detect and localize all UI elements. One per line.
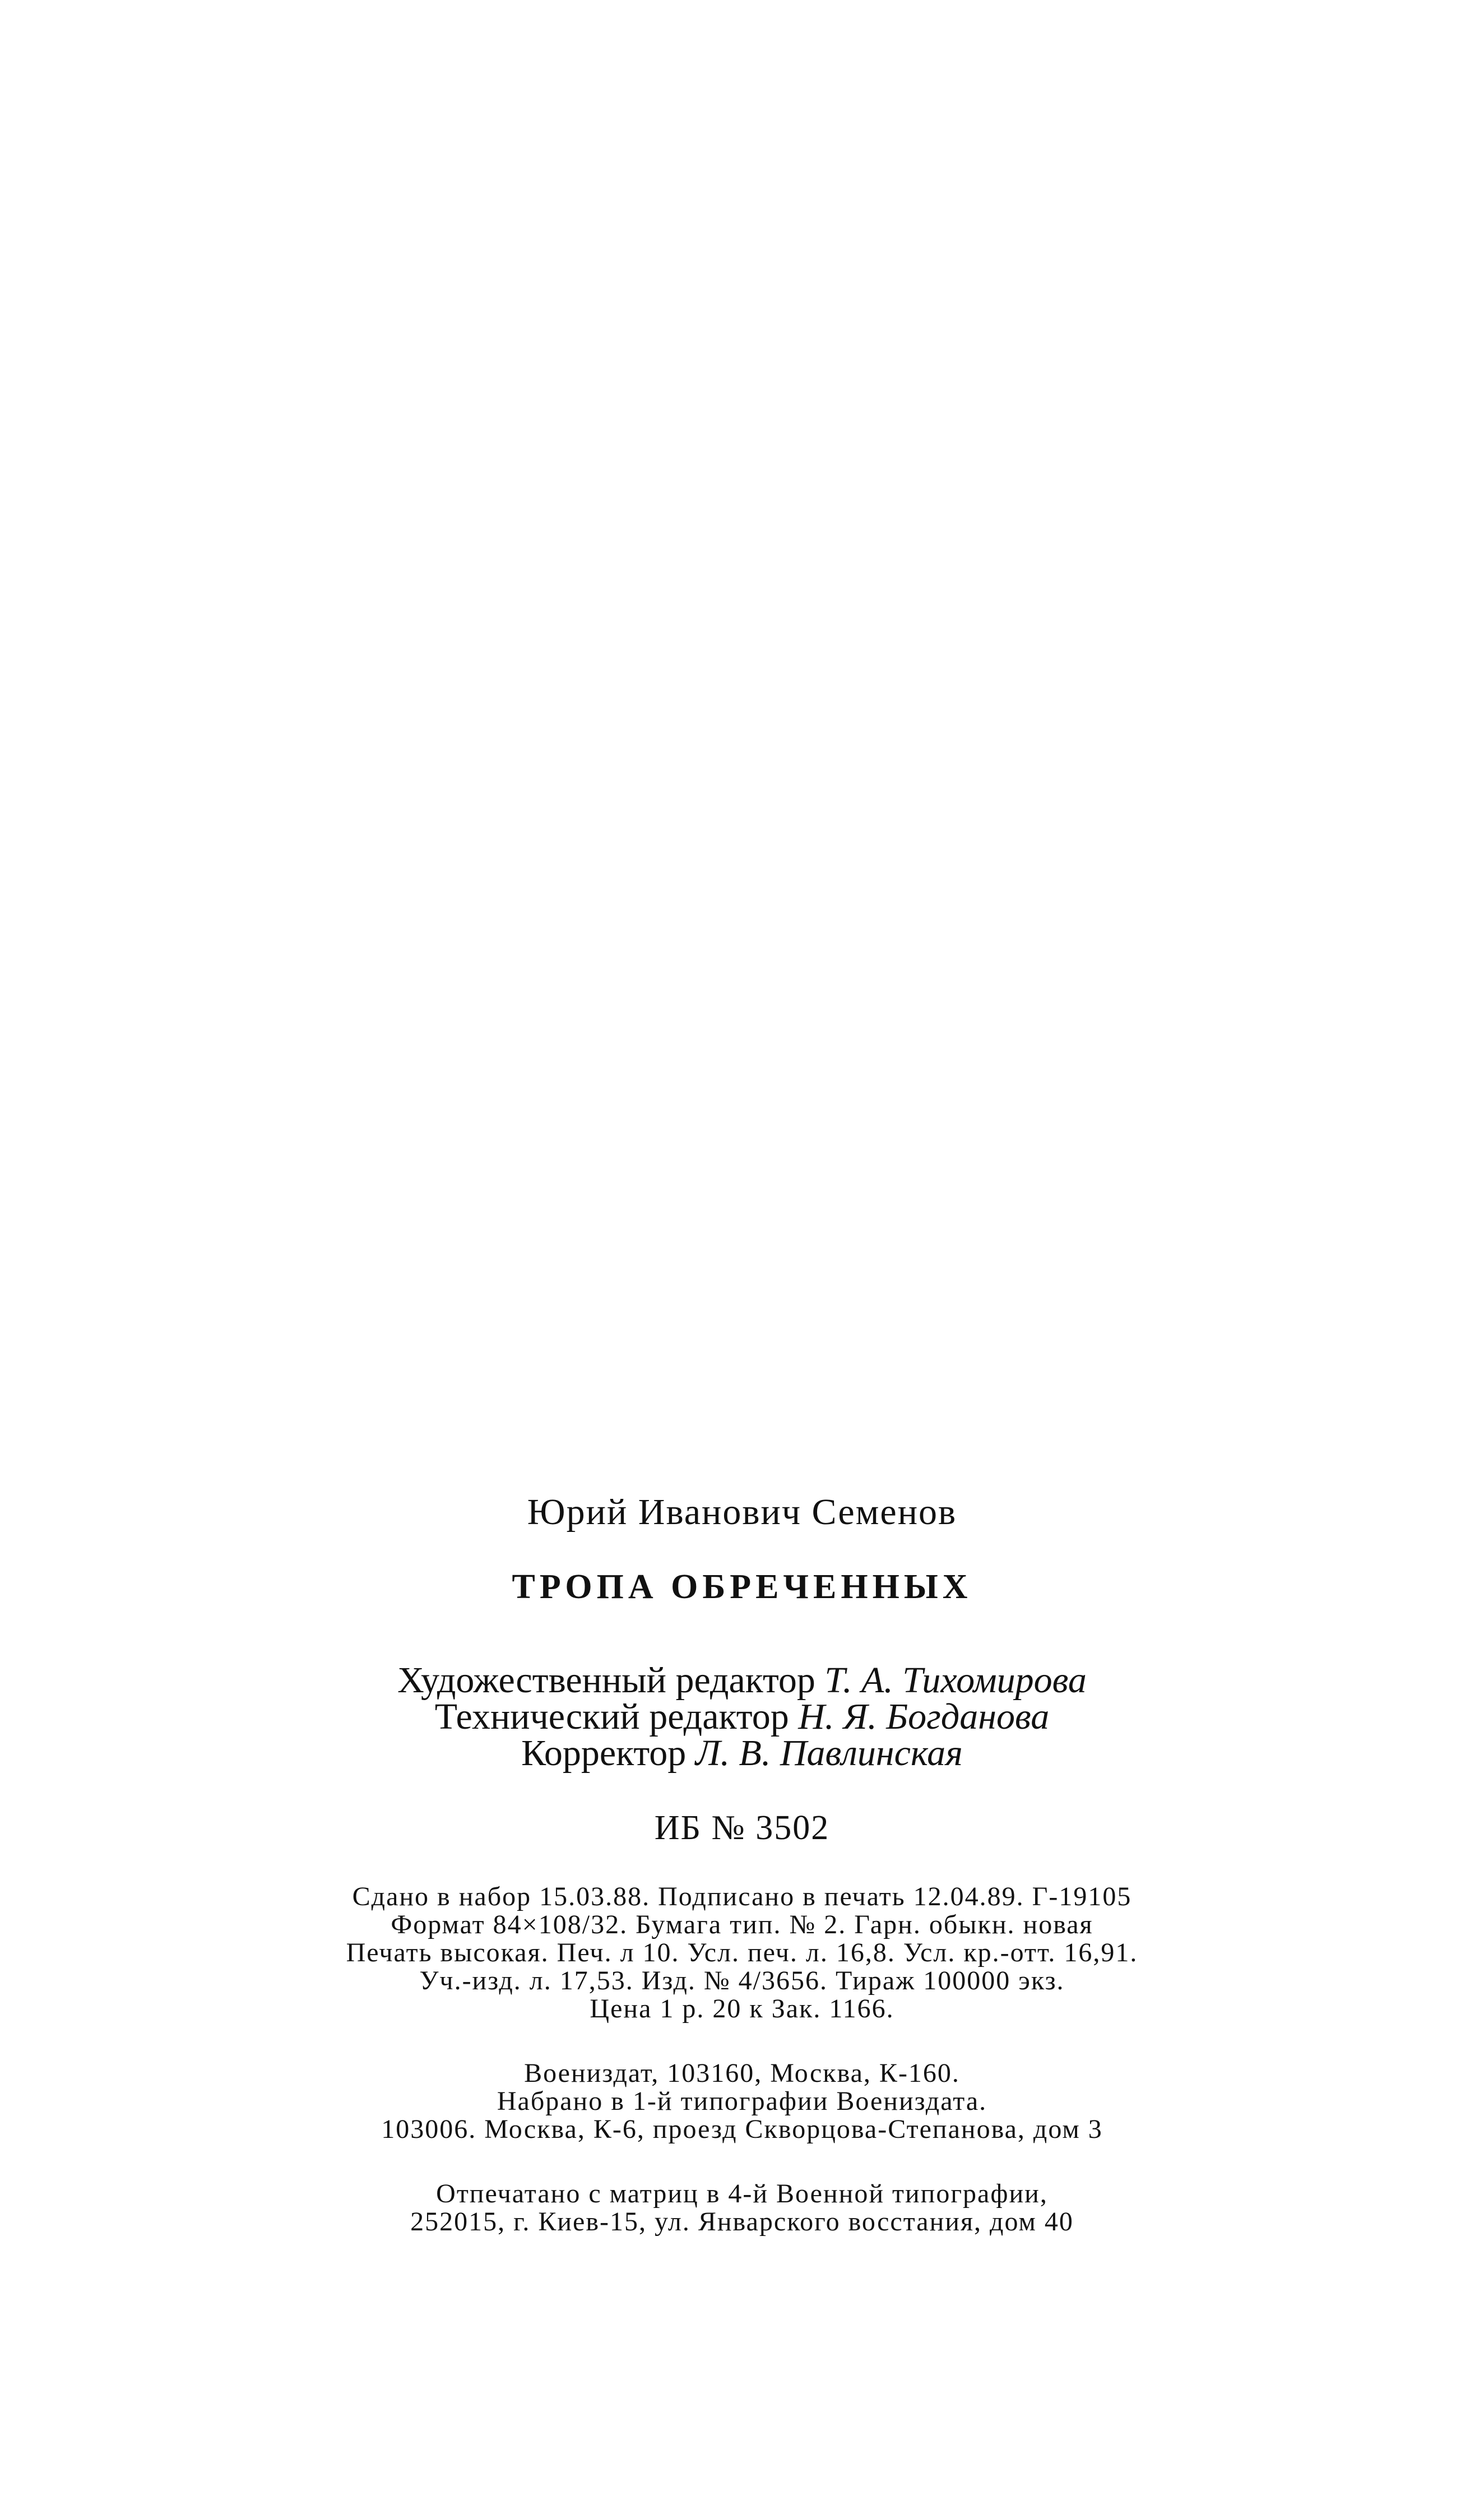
- imprint-line: Формат 84×108/32. Бумага тип. № 2. Гарн. обыкн. новая: [391, 1910, 1093, 1939]
- credit-name: Н. Я. Богданова: [798, 1696, 1050, 1737]
- printer-line: Отпечатано с матриц в 4-й Военной типографии,: [436, 2179, 1048, 2209]
- credit-role: Технический редактор: [434, 1696, 789, 1737]
- credit-technical-editor: [0, 1698, 1484, 1735]
- author-name: Юрий Иванович Семенов: [527, 1492, 957, 1533]
- publisher-line: 103006. Москва, К-6, проезд Скворцова-Степанова, дом 3: [381, 2114, 1103, 2144]
- printer-line: 252015, г. Киев-15, ул. Январского восстания, дом 40: [410, 2207, 1074, 2237]
- credit-name: Л. В. Павлинская: [695, 1733, 963, 1774]
- credit-art-editor: [0, 1662, 1484, 1699]
- publisher-line: Набрано в 1-й типографии Воениздата.: [497, 2086, 987, 2116]
- imprint-line: Уч.-изд. л. 17,53. Изд. № 4/3656. Тираж 100000 экз.: [419, 1966, 1065, 1996]
- publisher-line: Воениздат, 103160, Москва, К-160.: [524, 2058, 960, 2088]
- book-title: ТРОПА ОБРЕЧЕННЫХ: [512, 1568, 972, 1606]
- imprint-line: Сдано в набор 15.03.88. Подписано в печать 12.04.89. Г-19105: [352, 1882, 1132, 1911]
- ib-number: ИБ № 3502: [654, 1809, 830, 1847]
- credit-name: Т. А. Тихомирова: [824, 1660, 1087, 1701]
- imprint-line: Печать высокая. Печ. л 10. Усл. печ. л. 16,8. Усл. кр.-отт. 16,91.: [346, 1938, 1138, 1967]
- credit-role: Художественный редактор: [397, 1660, 815, 1701]
- credit-proofreader: [0, 1735, 1484, 1772]
- credit-role: Корректор: [521, 1733, 687, 1774]
- imprint-line: Цена 1 р. 20 к Зак. 1166.: [590, 1994, 894, 2024]
